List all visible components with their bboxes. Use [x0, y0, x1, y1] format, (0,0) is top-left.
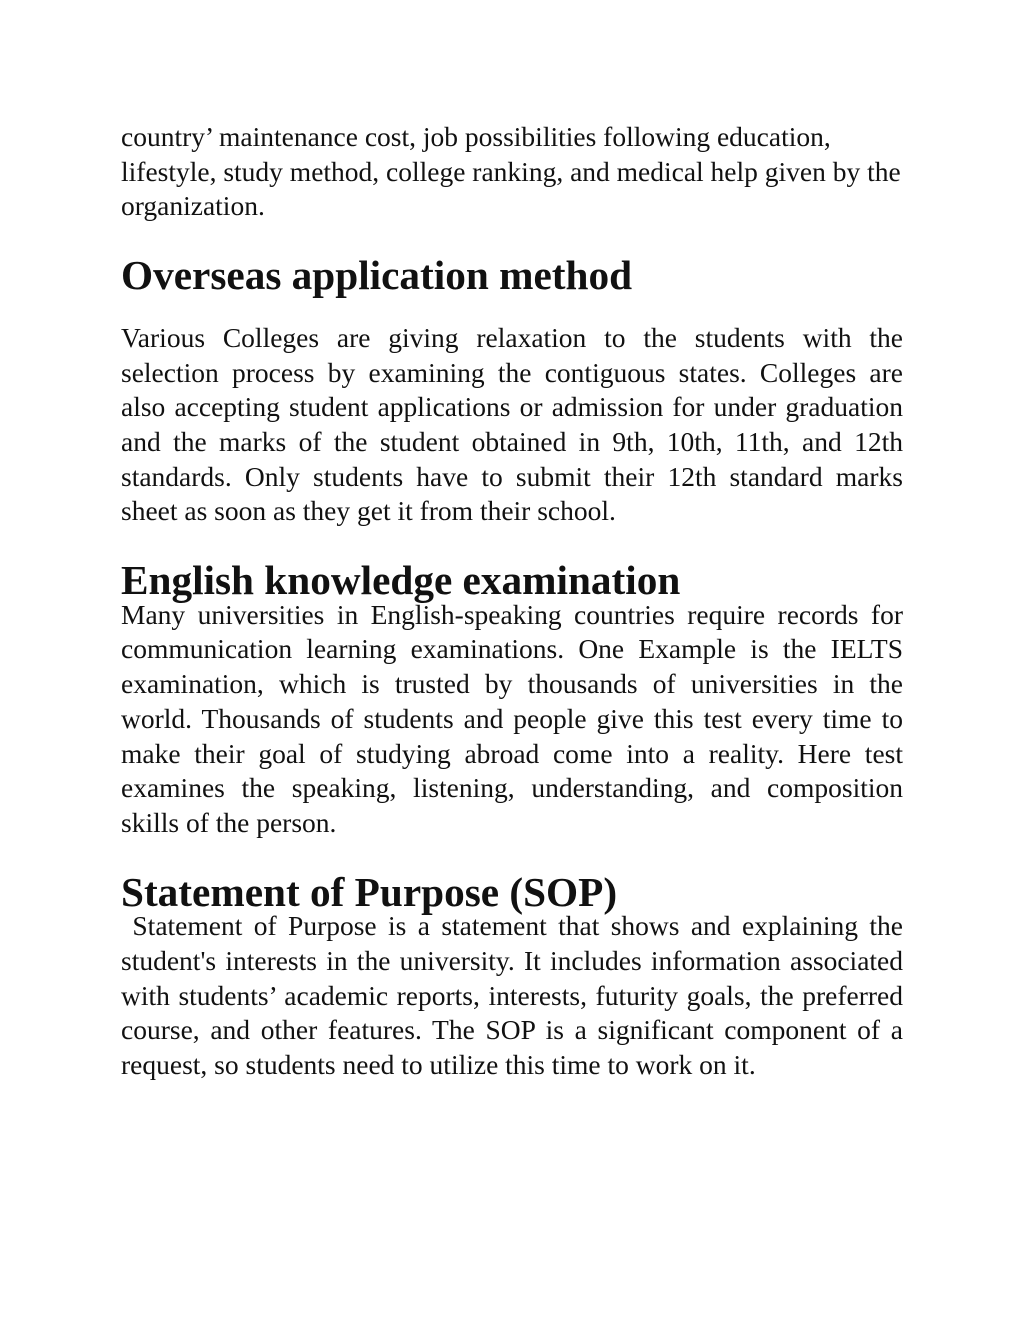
section-body-statement-of-purpose: Statement of Purpose is a statement that shows and explaining the student's interests in the university. It includes information associated with students’ academic reports, interests, futurity goals, the preferred course, and other features. The SOP is a significant component of a request, so students need to utilize this time to work on it. — [121, 910, 910, 1081]
section-heading-statement-of-purpose: Statement of Purpose (SOP) — [121, 868, 618, 915]
section-heading-overseas-application: Overseas application method — [121, 252, 633, 299]
section-body-english-examination: Many universities in English-speaking countries require records for communication learning examinations. One Example is the IELTS examination, which is trusted by thousands of universities in the world. Thousands of students and people give this test every time to make their goal of studying abroad come into a reality. Here test examines the speaking, listening, understanding, and composition skills of the person. — [121, 598, 903, 838]
section-heading-english-examination: English knowledge examination — [121, 557, 681, 604]
section-body-overseas-application: Various Colleges are giving relaxation to the students with the selection process by examining the contiguous states. Colleges are also accepting student applications or admission for under graduation and the marks of the student obtained in 9th, 10th, 11th, and 12th standards. Only students have to submit their 12th standard marks sheet as soon as they get it from their school. — [121, 321, 903, 527]
document-page — [121, 120, 910, 1083]
intro-paragraph: country’ maintenance cost, job possibilities following education, lifestyle, study method, college ranking, and medical help given by the organization. — [121, 121, 901, 222]
